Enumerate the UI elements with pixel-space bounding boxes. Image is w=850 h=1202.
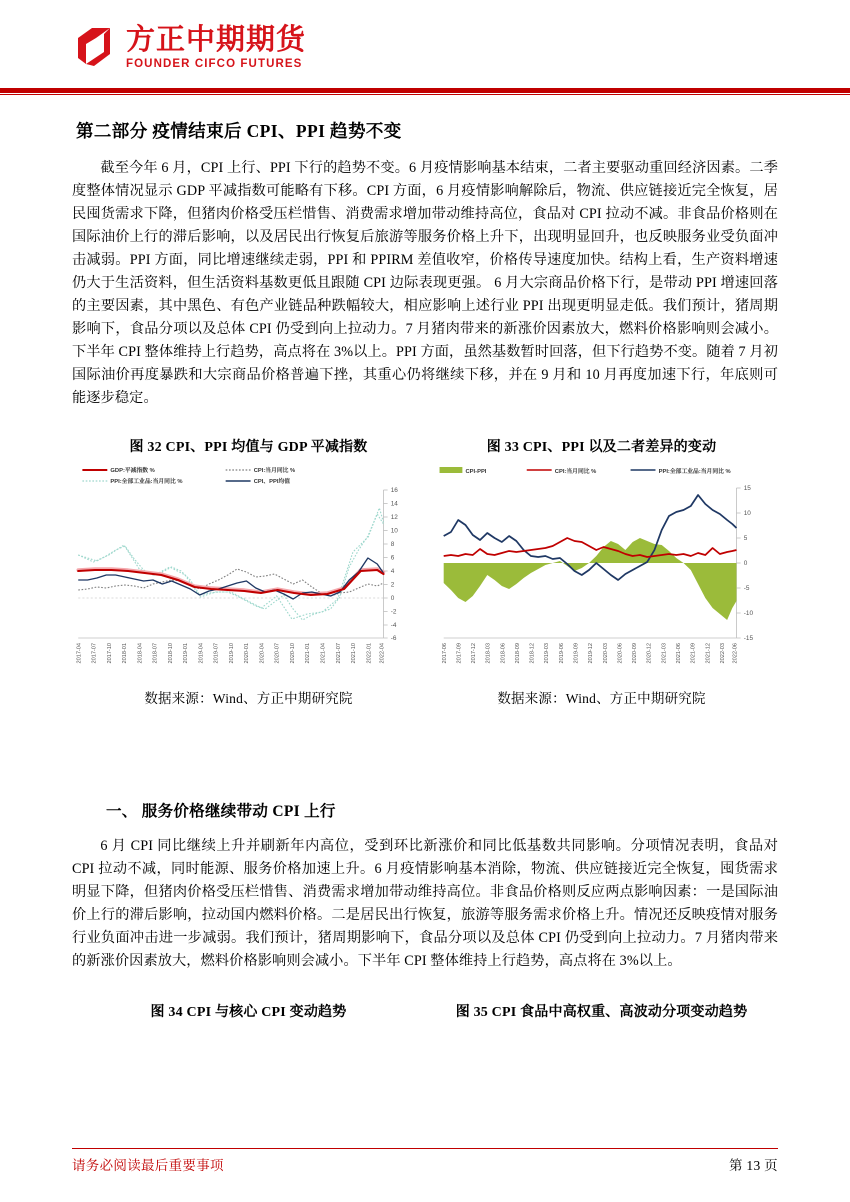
svg-text:-6: -6 <box>390 635 397 642</box>
svg-text:2020-09: 2020-09 <box>631 643 639 664</box>
svg-text:2022-01: 2022-01 <box>366 643 373 664</box>
svg-text:2018-12: 2018-12 <box>529 643 536 664</box>
svg-text:2022-06: 2022-06 <box>732 643 739 664</box>
svg-text:2020-03: 2020-03 <box>602 643 609 664</box>
svg-text:2021-01: 2021-01 <box>305 643 312 664</box>
svg-text:2020-06: 2020-06 <box>617 643 624 664</box>
figure-32-caption: 图 32 CPI、PPI 均值与 GDP 平减指数 <box>129 440 368 455</box>
svg-text:-10: -10 <box>743 610 754 617</box>
figure-32 <box>72 436 425 707</box>
svg-text:15: 15 <box>743 485 751 492</box>
page-header <box>0 0 850 96</box>
svg-text:6: 6 <box>390 554 395 562</box>
svg-text:CPI-PPI: CPI-PPI <box>465 469 487 475</box>
figure-32-source: 数据来源：Wind、方正中期研究院 <box>144 691 353 706</box>
svg-text:PPI:全部工业品:当月同比 %: PPI:全部工业品:当月同比 % <box>110 479 183 485</box>
svg-text:2021-09: 2021-09 <box>690 643 697 664</box>
svg-text:2019-03: 2019-03 <box>544 643 551 664</box>
svg-text:2017-06: 2017-06 <box>441 643 448 664</box>
svg-text:2019-09: 2019-09 <box>573 643 580 664</box>
svg-text:2017-12: 2017-12 <box>470 643 478 664</box>
figure-33-legend <box>440 467 731 475</box>
svg-text:2019-04: 2019-04 <box>198 643 205 664</box>
svg-text:GDP:平减指数 %: GDP:平减指数 % <box>110 468 155 474</box>
svg-text:2017-10: 2017-10 <box>106 643 113 664</box>
svg-text:2019-10: 2019-10 <box>228 643 235 664</box>
svg-text:0: 0 <box>743 560 748 567</box>
svg-text:16: 16 <box>390 487 398 494</box>
svg-text:-15: -15 <box>743 635 754 642</box>
figure-32-x-ticks <box>76 643 385 663</box>
svg-text:2021-04: 2021-04 <box>320 643 327 664</box>
svg-text:2017-07: 2017-07 <box>91 643 98 664</box>
figure-32-y-ticks <box>383 487 398 642</box>
svg-text:2020-12: 2020-12 <box>646 643 653 664</box>
figure-33-caption: 图 33 CPI、PPI 以及二者差异的变动 <box>486 440 717 455</box>
figure-33-source: 数据来源：Wind、方正中期研究院 <box>497 691 706 706</box>
svg-text:8: 8 <box>390 541 395 548</box>
svg-text:2021-03: 2021-03 <box>661 643 668 664</box>
svg-text:2020-01: 2020-01 <box>244 643 251 664</box>
cpi-ppi-area <box>444 538 737 620</box>
header-divider-thick <box>0 88 850 93</box>
svg-text:2022-04: 2022-04 <box>379 643 386 664</box>
svg-text:CPI、PPI均值: CPI、PPI均值 <box>253 479 291 485</box>
svg-text:10: 10 <box>743 510 751 517</box>
svg-text:2018-09: 2018-09 <box>514 643 521 664</box>
svg-text:CPI:当月同比 %: CPI:当月同比 % <box>253 468 296 474</box>
svg-text:10: 10 <box>390 527 398 535</box>
subsection-title: 一、 服务价格继续带动 CPI 上行 <box>106 803 336 820</box>
svg-text:12: 12 <box>390 514 398 521</box>
figure-34 <box>72 1001 425 1027</box>
svg-text:14: 14 <box>390 500 398 508</box>
figure-33 <box>425 436 778 707</box>
svg-text:2020-07: 2020-07 <box>274 643 281 664</box>
header-divider-thin <box>0 94 850 95</box>
svg-text:2021-10: 2021-10 <box>350 643 358 664</box>
figure-32-chart <box>72 462 425 677</box>
svg-text:2019-07: 2019-07 <box>213 643 220 664</box>
svg-text:PPI:全部工业品:当月同比 %: PPI:全部工业品:当月同比 % <box>658 469 731 475</box>
figure-33-x-ticks <box>442 643 739 663</box>
svg-text:CPI:当月同比 %: CPI:当月同比 % <box>554 469 597 475</box>
svg-text:4: 4 <box>390 568 395 575</box>
brand-name-cn: 方正中期期货 <box>126 24 307 56</box>
svg-text:2019-01: 2019-01 <box>183 643 190 664</box>
section-title: 第二部分 疫情结束后 CPI、PPI 趋势不变 <box>76 121 402 141</box>
document-content <box>0 118 850 1027</box>
subsection-paragraph-1: 6 月 CPI 同比继续上升并刷新年内高位，受到环比新涨价和同比低基数共同影响。分项情况表明，食品对 CPI 拉动不减，同时能源、服务价格加速上升。6 月疫情影响基本消除，物流、供应链接近完全恢复，囤货需求明显下降，但猪肉价格受压栏惜售、消费需求增加带动维持高位。非食品价格则反应两点影响因素：一是国际油价上行的滞后影响，拉动国内燃料价格。二是居民出行恢复，旅游等服务需求价格上升。情况还反映疫情对服务行业负面冲击进一步减弱。我们预计，猪周期影响下，食品分项以及总体 CPI 仍受到向上拉动力。7 月猪肉带来的新涨价因素放大，燃料价格影响则会减小。下半年 CPI 整体维持上行趋势，高点将在 3%以上。 <box>72 838 778 969</box>
svg-text:5: 5 <box>743 535 748 542</box>
svg-text:2018-06: 2018-06 <box>500 643 507 664</box>
figure-row-top <box>72 436 778 707</box>
svg-text:2017-09: 2017-09 <box>456 643 463 664</box>
footer-disclaimer: 请务必阅读最后重要事项 <box>72 1158 224 1173</box>
svg-text:-2: -2 <box>390 608 397 616</box>
svg-text:2018-04: 2018-04 <box>137 643 144 664</box>
figure-33-y-ticks <box>736 485 753 642</box>
footer-divider <box>72 1148 778 1149</box>
svg-text:2018-01: 2018-01 <box>122 643 129 664</box>
svg-text:-5: -5 <box>743 585 750 592</box>
svg-text:2017-04: 2017-04 <box>76 643 83 664</box>
section-paragraph-1: 截至今年 6 月，CPI 上行、PPI 下行的趋势不变。6 月疫情影响基本结束，二者主要驱动重回经济因素。二季度整体情况显示 GDP 平减指数可能略有下移。CPI 方面，6 月疫情影响解除后，物流、供应链接近完全恢复，居民囤货需求下降，但猪肉价格受压栏惜售、消费需求增加带动维持高位，食品对 CPI 拉动不减。非食品价格则在国际油价上行的滞后影响，以及居民出行恢复后旅游等服务价格上升下，出现明显回升，也反映服务业受负面冲击减弱。PPI 方面，同比增速继续走弱，PPI 和 PPIRM 差值收窄，价格传导速度加快。结构上看，生产资料增速仍大于生活资料，但生活资料基数更低且跟随 CPI 边际表现更强。 6 月大宗商品价格下行，是带动 PPI 增速回落的主要因素，其中黑色、有色产业链品种跌幅较大，相应影响上述行业 PPI 出现更明显走低。我们预计，猪周期影响下，食品分项以及总体 CPI 仍受到向上拉动力。7 月猪肉带来的新涨价因素放大，燃料价格影响则会减小。下半年 CPI 整体维持上行趋势，高点将在 3%以上。PPI 方面，虽然基数暂时回落，但下行趋势不变。随着 7 月初国际油价再度暴跌和大宗商品价格普遍下挫，其重心仍将继续下移，并在 9 月和 10 月再度加速下行，年底则可能逐步稳定。 <box>72 160 778 406</box>
svg-text:2021-07: 2021-07 <box>335 643 342 664</box>
svg-text:2: 2 <box>390 581 395 589</box>
figure-35 <box>425 1001 778 1027</box>
brand-name-en: FOUNDER CIFCO FUTURES <box>126 58 303 70</box>
svg-text:2018-07: 2018-07 <box>152 643 159 664</box>
brand-logo <box>72 26 850 71</box>
figure-row-bottom <box>72 1001 778 1027</box>
svg-text:2020-04: 2020-04 <box>259 643 266 664</box>
svg-text:0: 0 <box>390 595 395 602</box>
svg-text:2022-03: 2022-03 <box>719 643 726 664</box>
figure-34-caption: 图 34 CPI 与核心 CPI 变动趋势 <box>150 1005 347 1020</box>
svg-text:-4: -4 <box>390 622 397 629</box>
svg-text:2021-06: 2021-06 <box>675 643 683 664</box>
svg-text:2018-03: 2018-03 <box>485 643 492 664</box>
svg-text:2019-06: 2019-06 <box>558 643 565 664</box>
footer-page-number: 第 13 页 <box>728 1158 778 1173</box>
figure-32-legend <box>82 466 295 485</box>
figure-33-chart <box>425 462 778 677</box>
svg-text:2019-12: 2019-12 <box>588 643 595 664</box>
svg-text:2020-10: 2020-10 <box>289 643 297 664</box>
svg-text:2021-12: 2021-12 <box>705 643 712 664</box>
cpi-line <box>444 538 737 557</box>
svg-text:2018-10: 2018-10 <box>167 643 174 664</box>
figure-35-caption: 图 35 CPI 食品中高权重、高波动分项变动趋势 <box>455 1005 748 1020</box>
founder-logo-icon <box>72 26 116 70</box>
page-footer <box>0 1148 850 1174</box>
